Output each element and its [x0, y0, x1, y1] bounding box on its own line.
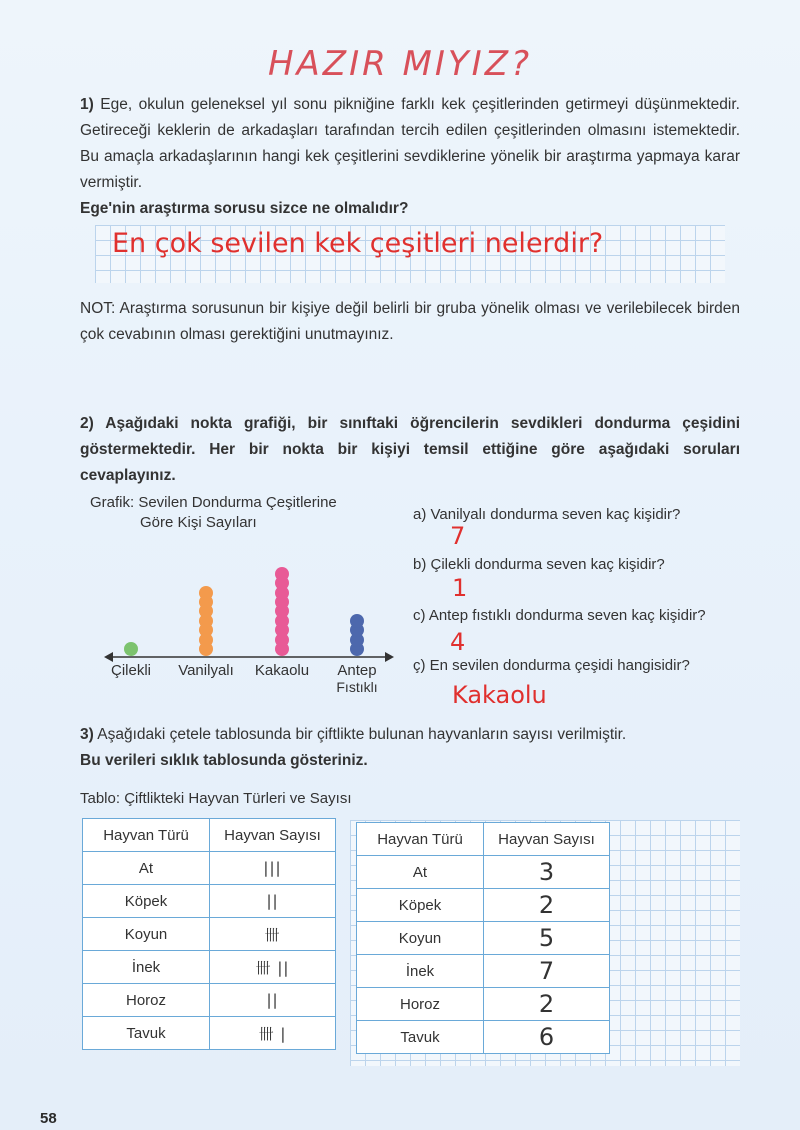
tally-header-type: Hayvan Türü — [83, 819, 210, 852]
page-title: HAZIR MIYIZ? — [267, 44, 533, 84]
chart-category-label-line: Vanilyalı — [178, 662, 234, 679]
freq-count: 2 — [484, 889, 610, 922]
q2c-label: c) Antep fıstıklı dondurma seven kaç kişidir? — [413, 607, 706, 624]
table-row — [357, 889, 610, 922]
frequency-table — [356, 822, 610, 1054]
tally-animal: At — [83, 852, 210, 885]
chart-dot-çilekli — [124, 642, 138, 656]
tally-marks: 卌 || — [210, 951, 336, 984]
page-number: 58 — [40, 1110, 57, 1127]
table-row — [83, 951, 336, 984]
freq-animal: Tavuk — [357, 1021, 484, 1054]
q1-body: Ege, okulun geleneksel yıl sonu pikniğine farklı kek çeşitlerinden getirmeyi düşünmektedir. Getireceği keklerin de arkadaşları tarafından tercih edilen çeşitlerinden olmasını istemektedir. Bu amaçla arkadaşlarının hangi kek çeşitlerini sevdiklerine yönelik bir araştırma yapmaya karar vermiştir. — [80, 96, 740, 191]
chart-dot-vanilyalı — [199, 586, 213, 600]
table-row — [83, 1017, 336, 1050]
q1-answer: En çok sevilen kek çeşitleri nelerdir? — [112, 228, 604, 259]
freq-animal: Köpek — [357, 889, 484, 922]
q1-note: NOT: Araştırma sorusunun bir kişiye değil belirli bir gruba yönelik olması ve verilebilecek birden çok cevabının olması gerektiğini unutmayınız. — [80, 300, 740, 343]
q2b-label: b) Çilekli dondurma seven kaç kişidir? — [413, 556, 665, 573]
q1-number: 1) — [80, 96, 94, 113]
chart-category-label — [91, 662, 171, 679]
freq-animal: At — [357, 856, 484, 889]
tally-header-count: Hayvan Sayısı — [210, 819, 336, 852]
freq-count: 3 — [484, 856, 610, 889]
frequency-table-header — [357, 823, 610, 856]
freq-header-type: Hayvan Türü — [357, 823, 484, 856]
table-row — [357, 1021, 610, 1054]
table-row — [357, 856, 610, 889]
chart-category-label — [166, 662, 246, 679]
freq-animal: İnek — [357, 955, 484, 988]
q2-number: 2) — [80, 415, 94, 432]
tally-marks: 卌 | — [210, 1017, 336, 1050]
tally-marks: || — [210, 984, 336, 1017]
q3-prompt: Bu verileri sıklık tablosunda gösteriniz. — [80, 752, 368, 769]
tally-marks: || — [210, 885, 336, 918]
tally-animal: Tavuk — [83, 1017, 210, 1050]
q2a-answer: 7 — [450, 522, 466, 550]
q2c-answer: 4 — [450, 628, 466, 656]
chart-category-label-line: Fıstıklı — [336, 679, 378, 695]
q3-table-caption: Tablo: Çiftlikteki Hayvan Türleri ve Sayısı — [80, 790, 352, 807]
chart-category-label-line: Antep — [337, 662, 377, 679]
q3-body: Aşağıdaki çetele tablosunda bir çiftlikte bulunan hayvanların sayısı verilmiştir. — [97, 726, 627, 743]
chart-category-label — [242, 662, 322, 679]
q2b-answer: 1 — [452, 574, 468, 602]
dot-chart — [100, 530, 400, 700]
chart-dot-antep-fıstıklı — [350, 614, 364, 628]
q2d-answer: Kakaolu — [452, 681, 547, 709]
q2d-label: ç) En sevilen dondurma çeşidi hangisidir? — [413, 657, 690, 674]
tally-animal: Köpek — [83, 885, 210, 918]
q3-text — [80, 722, 626, 748]
freq-count: 5 — [484, 922, 610, 955]
q2-text — [80, 411, 740, 489]
chart-dot-kakaolu — [275, 567, 289, 581]
chart-title-line1: Grafik: Sevilen Dondurma Çeşitlerine — [90, 494, 337, 511]
chart-title-line2: Göre Kişi Sayıları — [140, 514, 257, 531]
table-row — [83, 885, 336, 918]
tally-animal: Koyun — [83, 918, 210, 951]
freq-header-count: Hayvan Sayısı — [484, 823, 610, 856]
q3-number: 3) — [80, 726, 94, 743]
tally-animal: Horoz — [83, 984, 210, 1017]
table-row — [83, 918, 336, 951]
freq-count: 2 — [484, 988, 610, 1021]
freq-count: 7 — [484, 955, 610, 988]
q2-body: Aşağıdaki nokta grafiği, bir sınıftaki öğrencilerin sevdikleri dondurma çeşidini göstermektedir. Her bir nokta bir kişiyi temsil ettiğine göre aşağıdaki soruları cevaplayınız. — [80, 415, 741, 484]
q1-text — [80, 92, 740, 196]
tally-marks: ||| — [210, 852, 336, 885]
chart-category-label — [317, 662, 397, 695]
freq-count: 6 — [484, 1021, 610, 1054]
tally-table — [82, 818, 336, 1050]
freq-animal: Koyun — [357, 922, 484, 955]
table-row — [83, 852, 336, 885]
table-row — [357, 922, 610, 955]
q2a-label: a) Vanilyalı dondurma seven kaç kişidir? — [413, 506, 681, 523]
freq-animal: Horoz — [357, 988, 484, 1021]
chart-category-label-line: Çilekli — [110, 662, 151, 679]
q1-prompt: Ege'nin araştırma sorusu sizce ne olmalıdır? — [80, 200, 409, 217]
tally-marks: 卌 — [210, 918, 336, 951]
chart-category-label-line: Kakaolu — [254, 662, 310, 679]
tally-animal: İnek — [83, 951, 210, 984]
table-row — [357, 988, 610, 1021]
tally-table-header — [83, 819, 336, 852]
table-row — [357, 955, 610, 988]
table-row — [83, 984, 336, 1017]
